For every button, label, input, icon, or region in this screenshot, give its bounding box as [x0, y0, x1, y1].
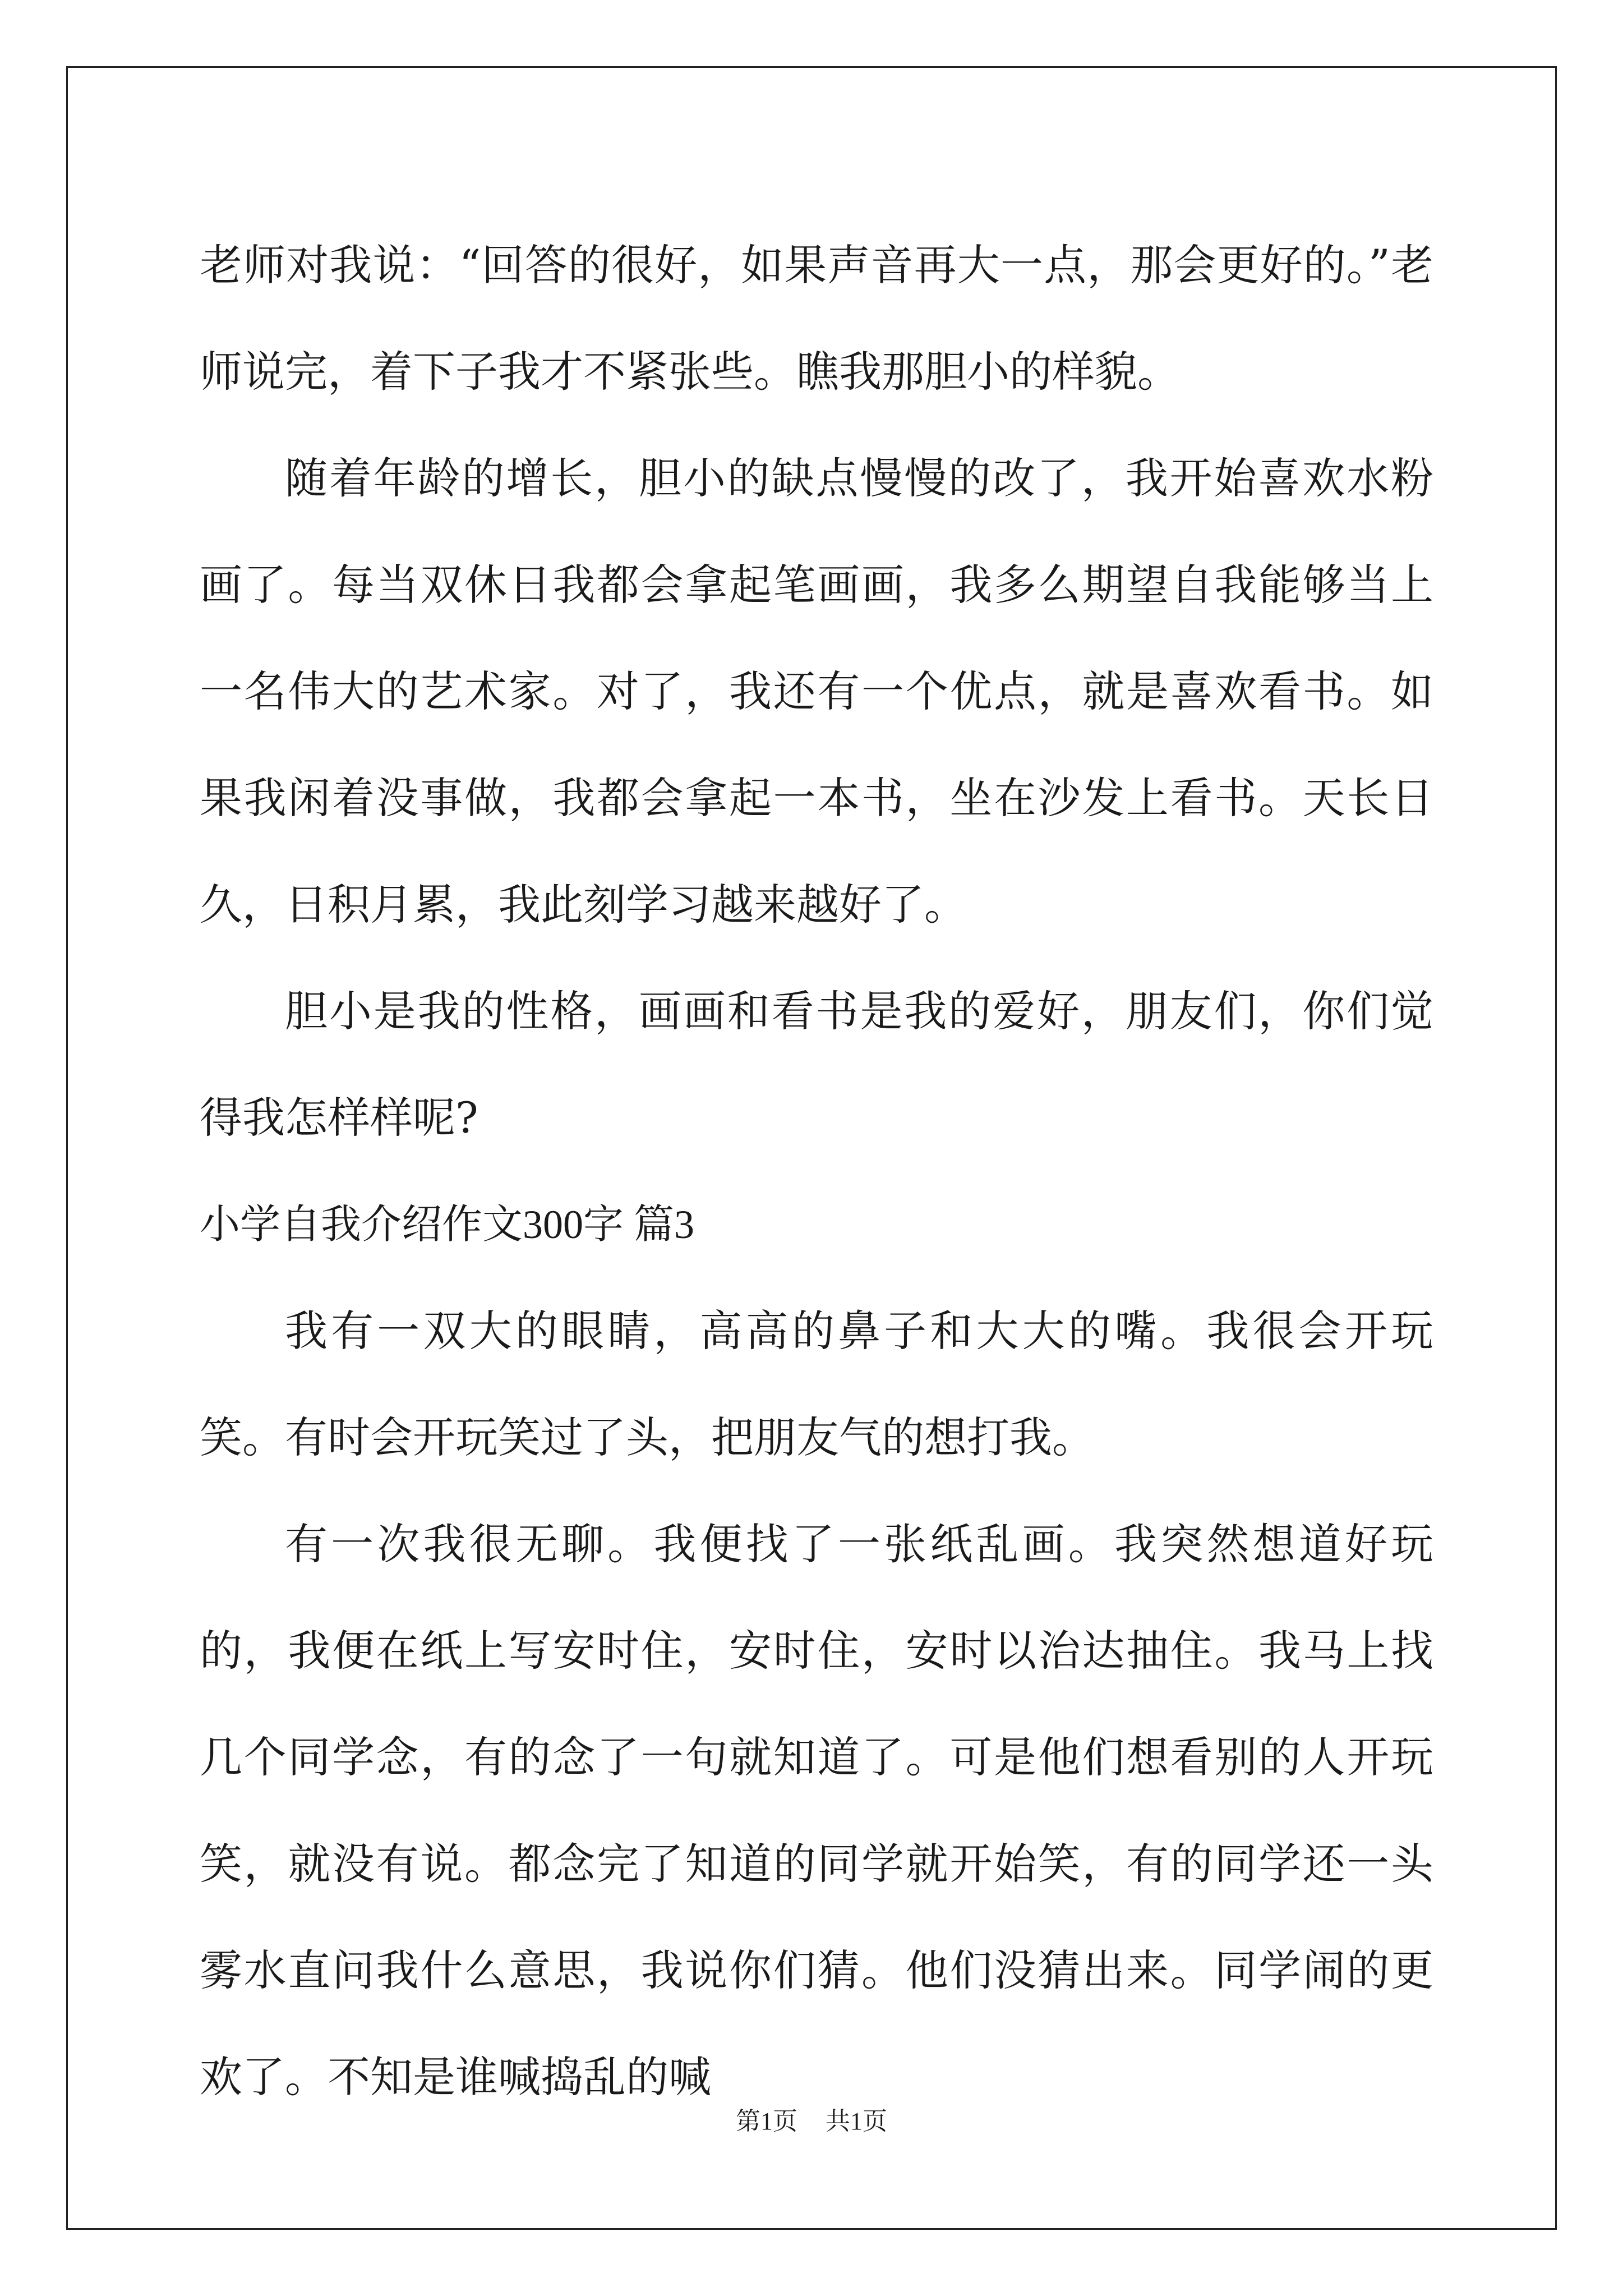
- document-body: [200, 212, 1433, 2131]
- section-paragraph-1: 我有一双大的眼睛，高高的鼻子和大大的嘴。我很会开玩笑。有时会开玩笑过了头，把朋友气的想打我。: [200, 1306, 1433, 1462]
- paragraph-2: 随着年龄的增长，胆小的缺点慢慢的改了，我开始喜欢水粉画了。每当双休日我都会拿起笔画画，我多么期望自我能够当上一名伟大的艺术家。对了，我还有一个优点，就是喜欢看书。如果我闲着没事做，我都会拿起一本书，坐在沙发上看书。天长日久，日积月累，我此刻学习越来越好了。: [200, 453, 1433, 930]
- paragraph-3: 胆小是我的性格，画画和看书是我的爱好，朋友们，你们觉得我怎样样呢?: [200, 986, 1433, 1143]
- page-number: 第1页: [736, 2108, 797, 2135]
- paragraph-1: 老师对我说：“回答的很好，如果声音再大一点，那会更好的。”老师说完，着下子我才不紧张些。瞧我那胆小的样貌。: [200, 240, 1433, 397]
- section-heading: 小学自我介绍作文300字 篇3: [200, 1202, 695, 1247]
- page-total: 共1页: [826, 2108, 887, 2135]
- section-paragraph-2: 有一次我很无聊。我便找了一张纸乱画。我突然想道好玩的，我便在纸上写安时住，安时住，安时以治达抽住。我马上找几个同学念，有的念了一句就知道了。可是他们想看别的人开玩笑，就没有说。都念完了知道的同学就开始笑，有的同学还一头雾水直问我什么意思，我说你们猜。他们没猜出来。同学闹的更欢了。不知是谁喊捣乱的喊: [200, 1519, 1433, 2102]
- page-footer: [0, 2105, 1623, 2138]
